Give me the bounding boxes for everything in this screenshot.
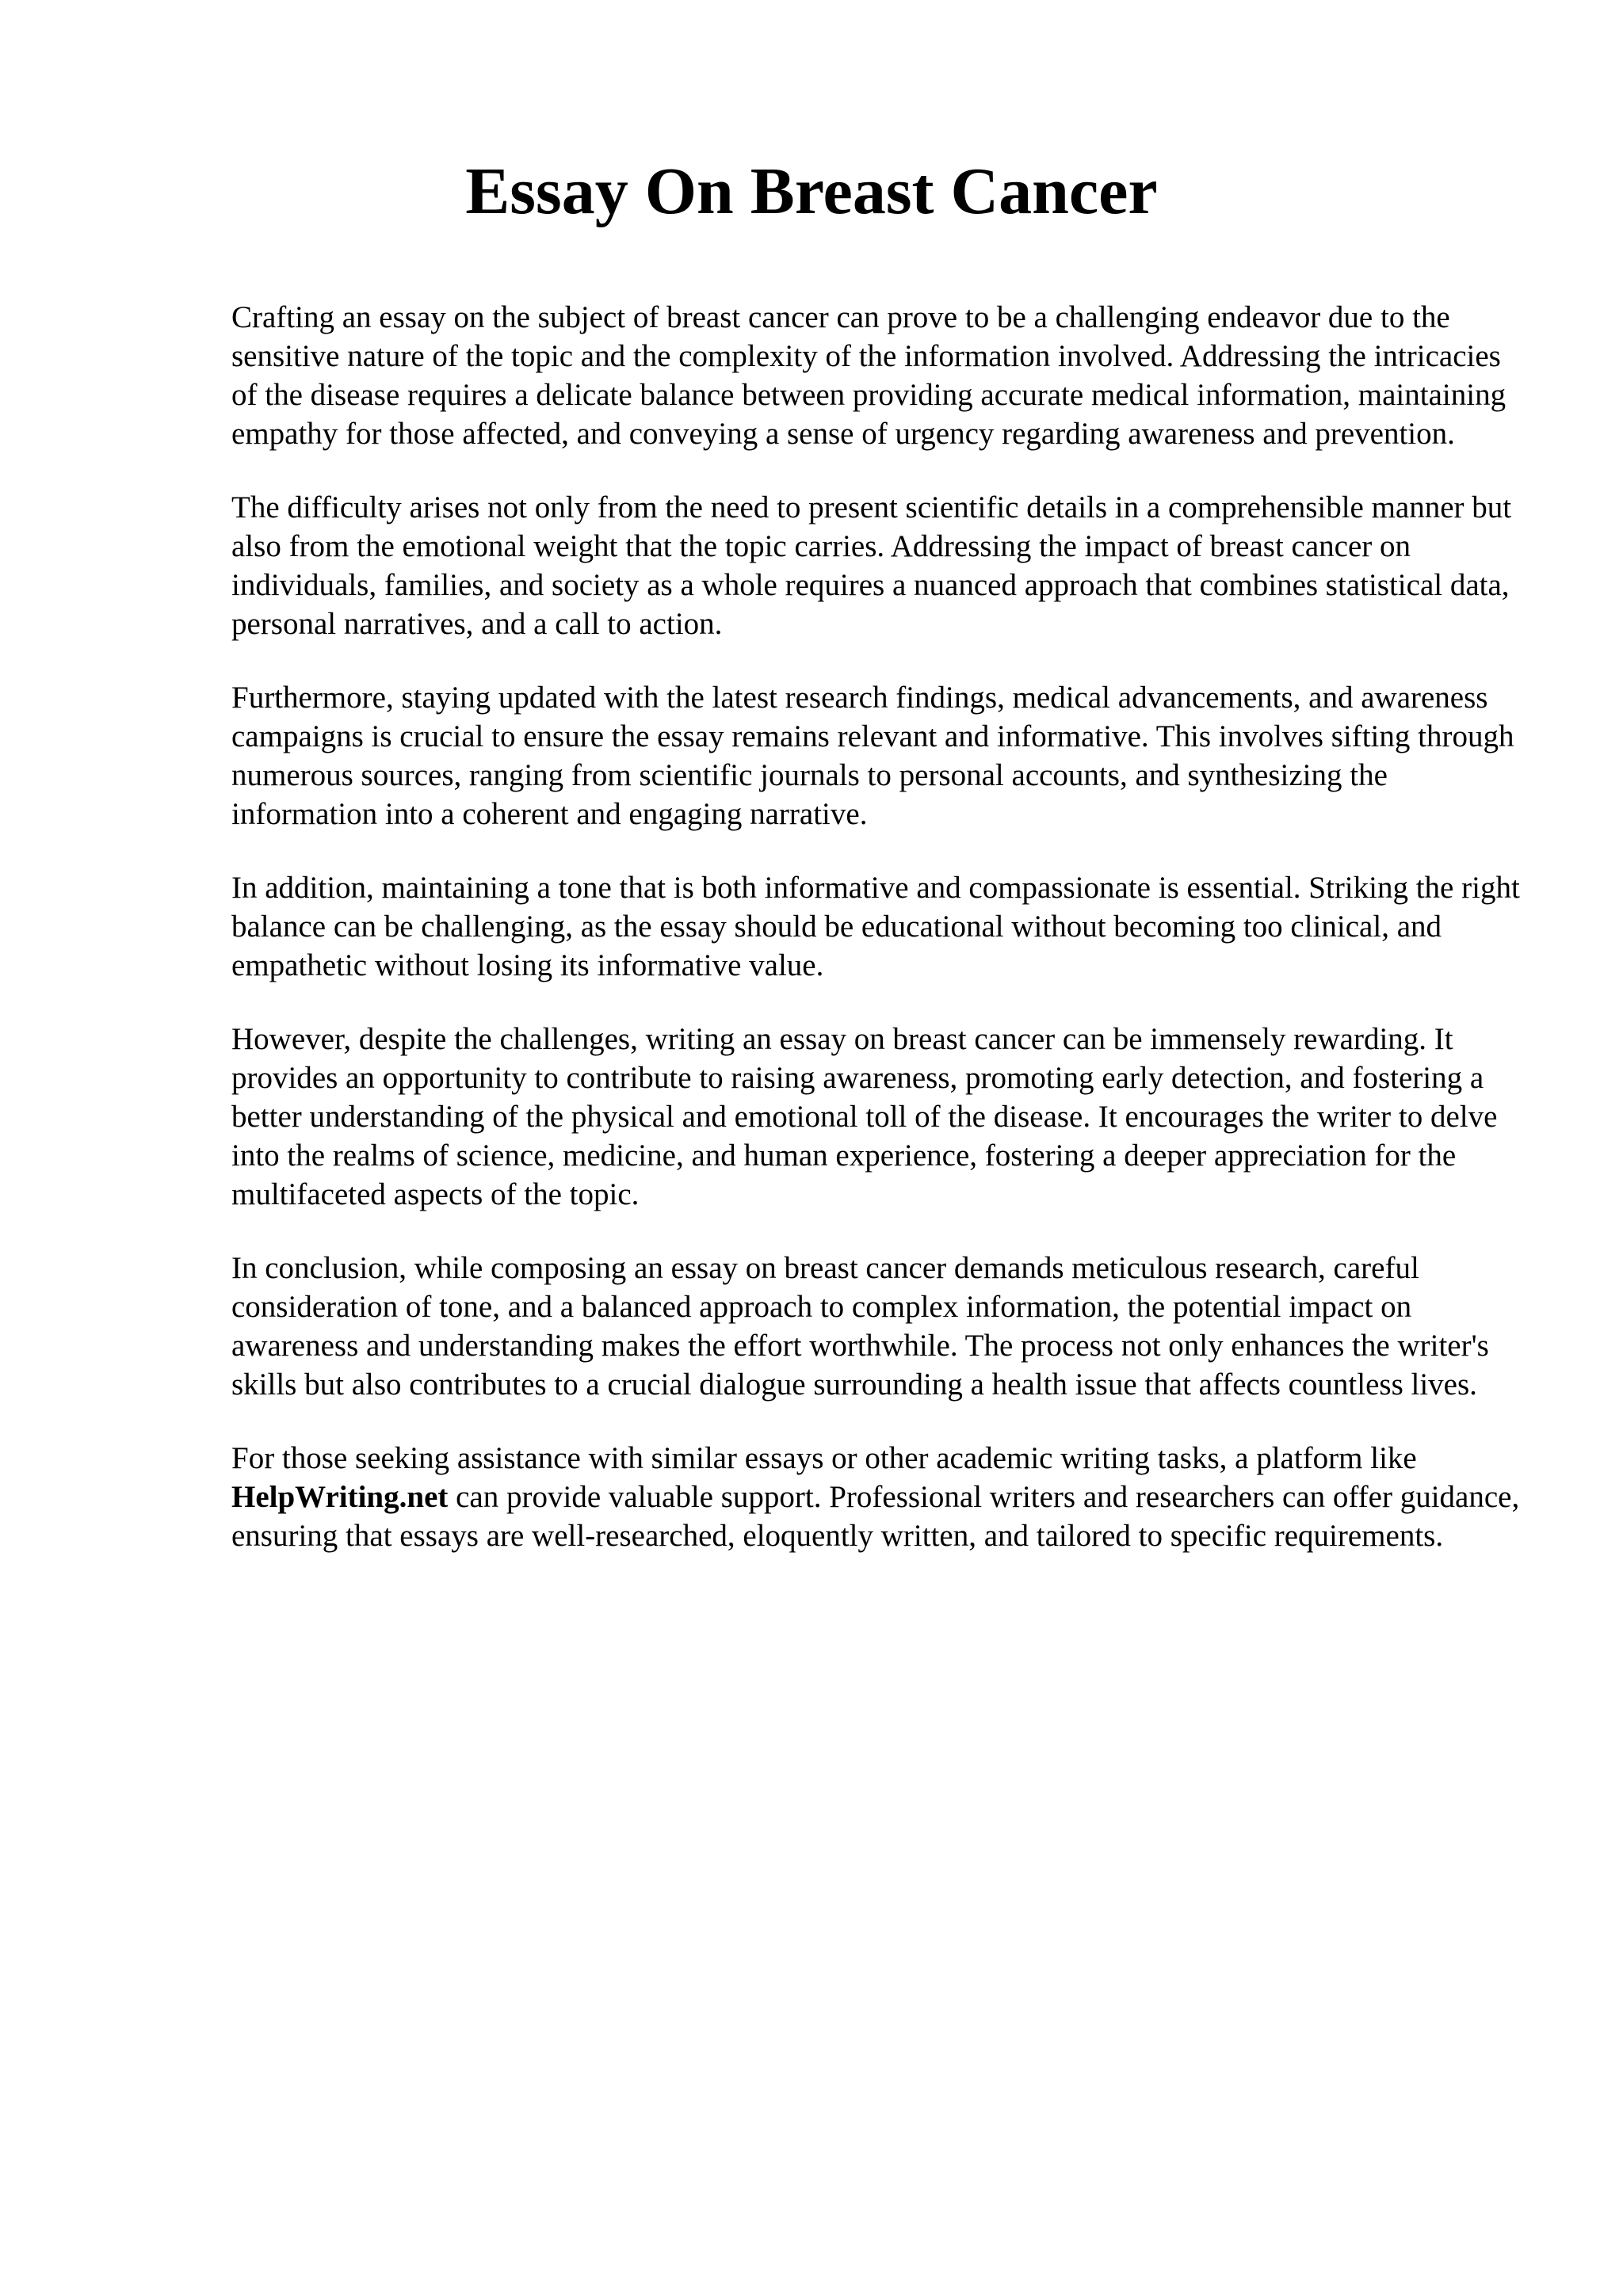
paragraph-4: In addition, maintaining a tone that is both informative and compassionate is essential. Striking the right balance can be challenging, as the essay should be educational without becoming too clinical, and empathetic without losing its informative value.	[231, 871, 1520, 982]
brand-name: HelpWriting.net	[231, 1480, 449, 1514]
paragraph-7	[231, 1439, 1531, 1555]
document-title: Essay On Breast Cancer	[465, 154, 1158, 228]
paragraph-6: In conclusion, while composing an essay on breast cancer demands meticulous research, careful consideration of tone, and a balanced approach to complex information, the potential impact on awareness and understanding makes the effort worthwhile. The process not only enhances the writer's skills but also contributes to a crucial dialogue surrounding a health issue that affects countless lives.	[231, 1251, 1489, 1402]
paragraph-1: Crafting an essay on the subject of breast cancer can prove to be a challenging endeavor due to the sensitive nature of the topic and the complexity of the information involved. Addressing the intricacies of the disease requires a delicate balance between providing accurate medical information, maintaining empathy for those affected, and conveying a sense of urgency regarding awareness and prevention.	[231, 300, 1507, 451]
paragraph-7-text-before: For those seeking assistance with similar essays or other academic writing tasks, a platform like	[231, 1441, 1417, 1475]
document-body	[231, 298, 1531, 1590]
paragraph-2: The difficulty arises not only from the need to present scientific details in a comprehensible manner but also from the emotional weight that the topic carries. Addressing the impact of breast cancer on individuals, families, and society as a whole requires a nuanced approach that combines statistical data, personal narratives, and a call to action.	[231, 490, 1512, 641]
paragraph-3: Furthermore, staying updated with the latest research findings, medical advancements, and awareness campaigns is crucial to ensure the essay remains relevant and informative. This involves sifting through numerous sources, ranging from scientific journals to personal accounts, and synthesizing the information into a coherent and engaging narrative.	[231, 681, 1514, 831]
paragraph-5: However, despite the challenges, writing an essay on breast cancer can be immensely rewarding. It provides an opportunity to contribute to raising awareness, promoting early detection, and fostering a better understanding of the physical and emotional toll of the disease. It encourages the writer to delve into the realms of science, medicine, and human experience, fostering a deeper appreciation for the multifaceted aspects of the topic.	[231, 1022, 1498, 1211]
paragraph-7-text-after: can provide valuable support. Professional writers and researchers can offer guidance, ensuring that essays are well-researched, eloquently written, and tailored to specific requirements.	[231, 1480, 1520, 1553]
